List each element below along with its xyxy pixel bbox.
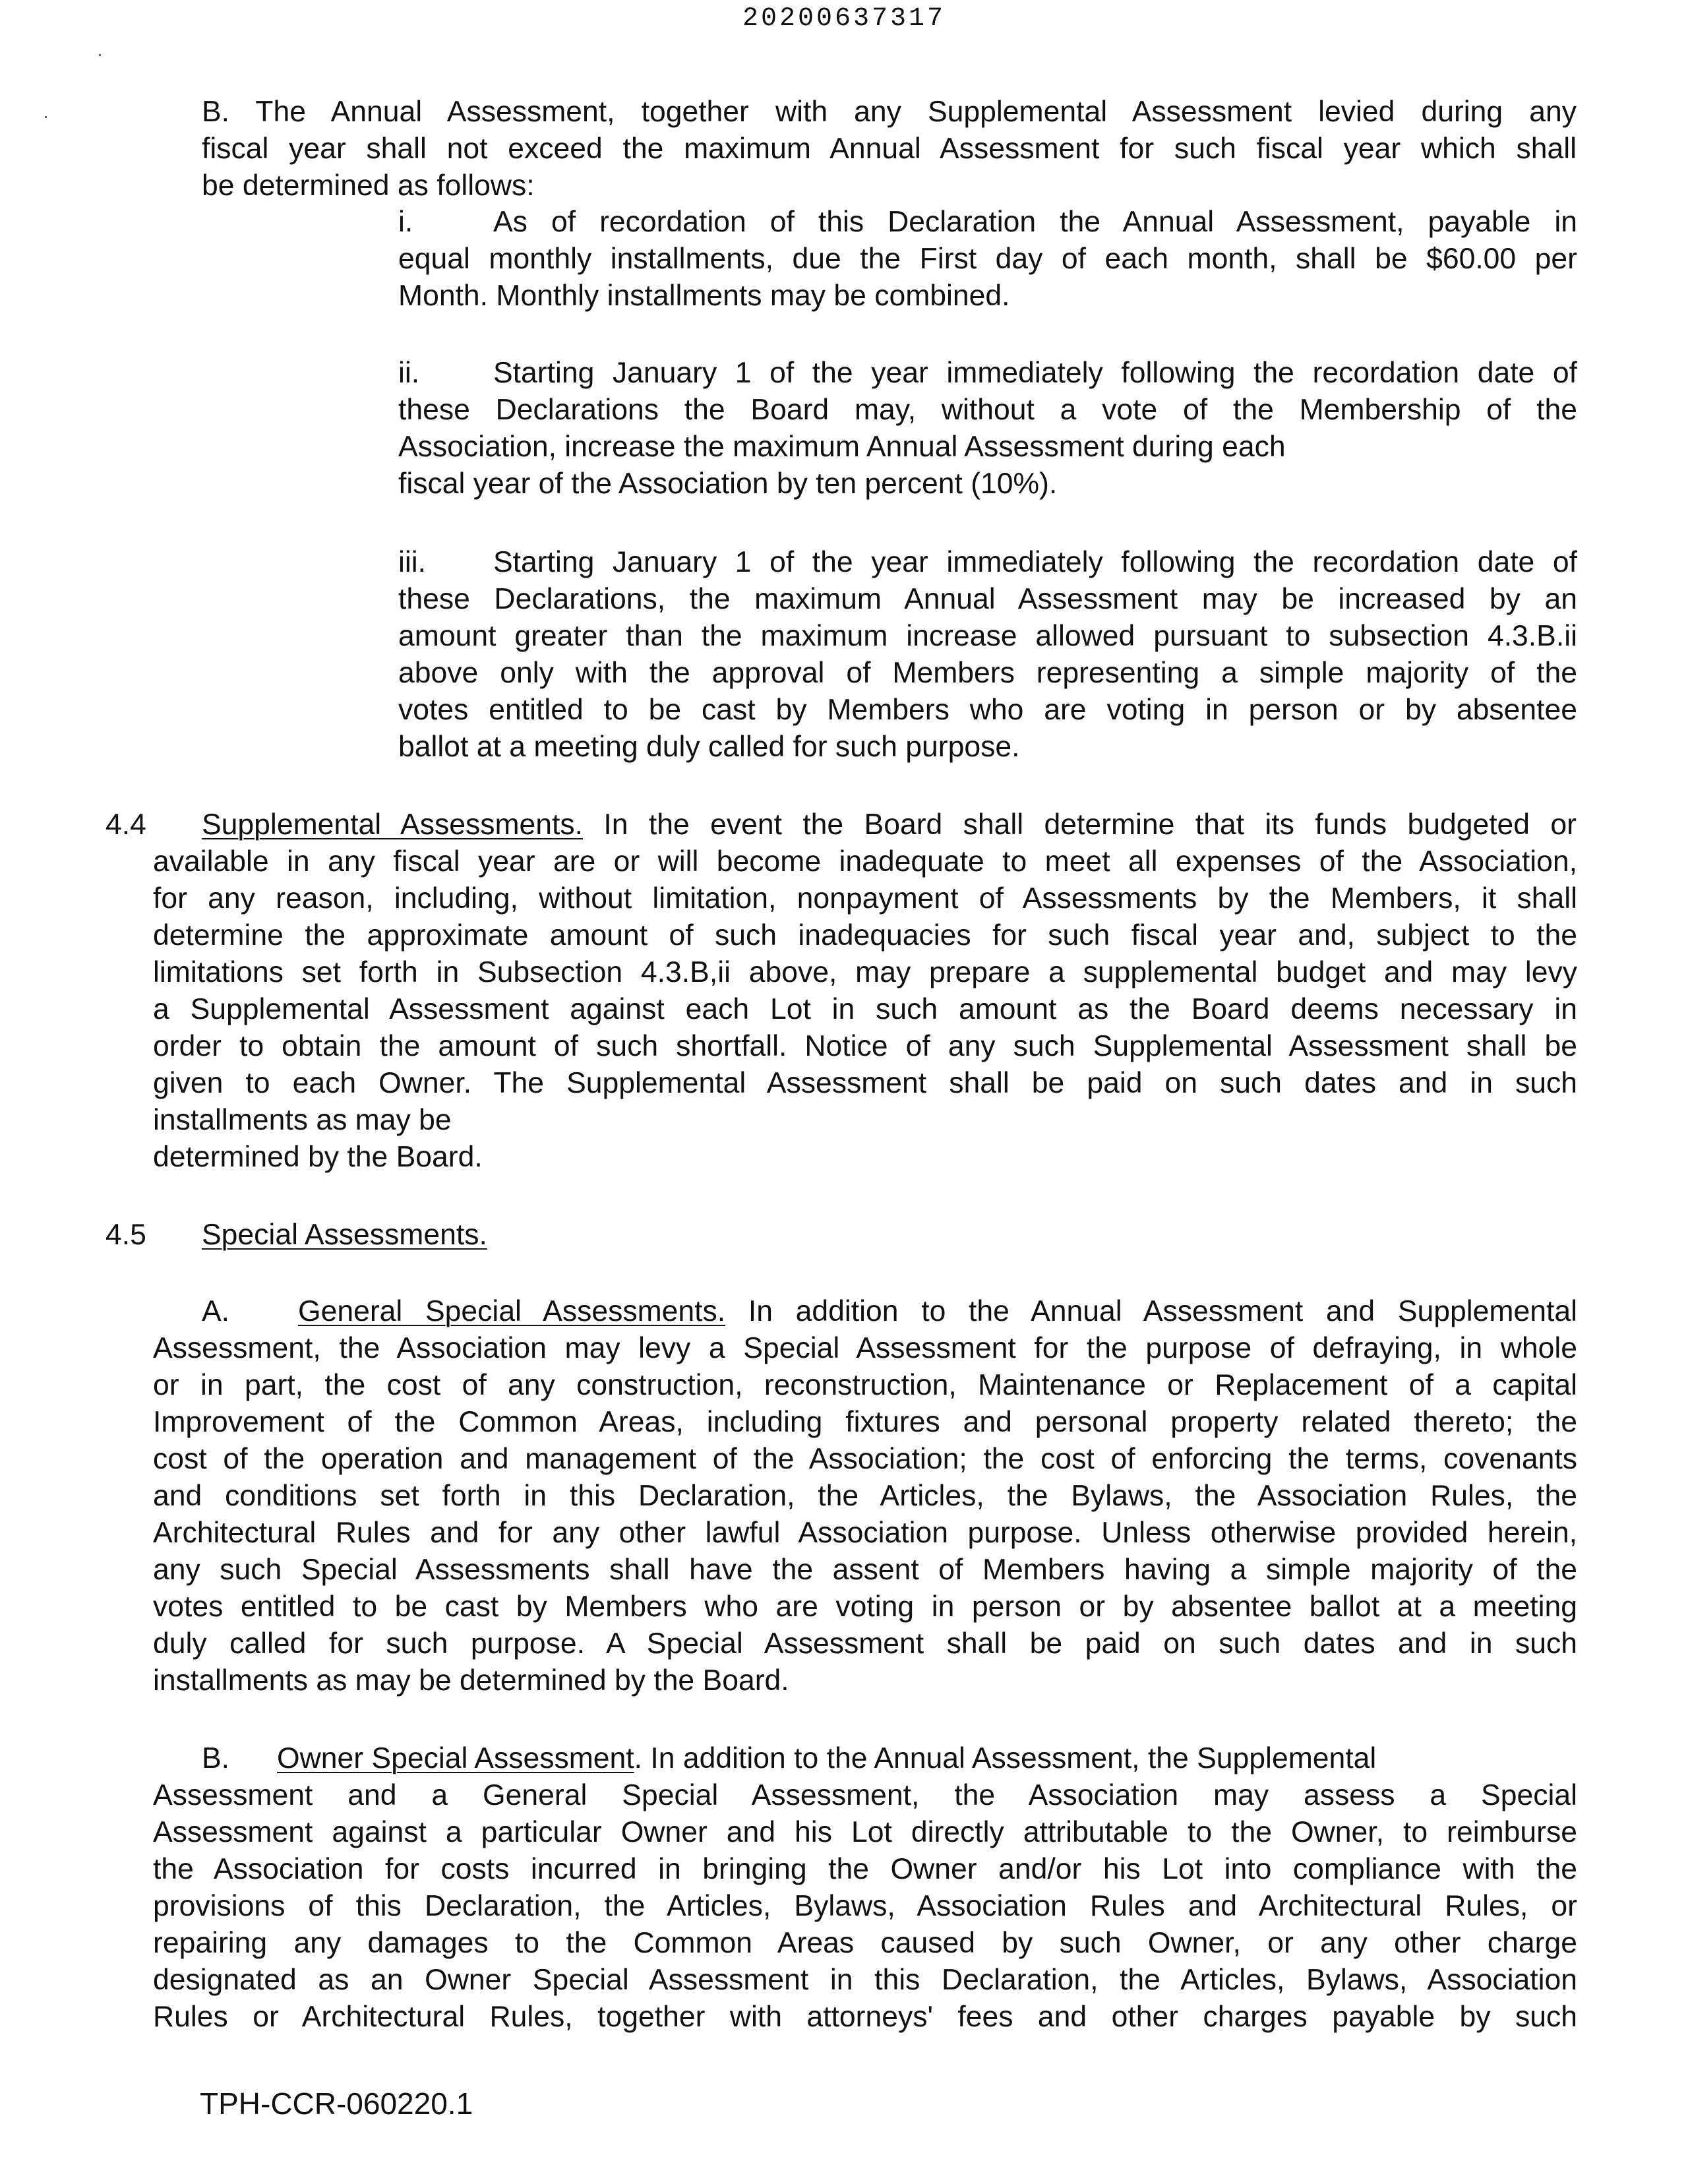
section-4-5-number: 4.5 bbox=[106, 1219, 146, 1251]
item-ii-numeral: ii. bbox=[398, 357, 420, 389]
section-4-4-line: limitations set forth in Subsection 4.3.B,ii above, may prepare a supplemental budget and may levy bbox=[153, 956, 1577, 988]
subsection-a-line: votes entitled to be cast by Members who are voting in person or by absentee ballot at a meeting bbox=[153, 1591, 1577, 1623]
subsection-b-letter: B. bbox=[202, 1742, 230, 1774]
para-b-line-1: B. The Annual Assessment, together with any Supplemental Assessment levied during any bbox=[202, 96, 1577, 128]
subsection-a-line: installments as may be determined by the Board. bbox=[153, 1664, 789, 1697]
section-4-4-line: available in any fiscal year are or will become inadequate to meet all expenses of the Association, bbox=[153, 845, 1577, 878]
section-4-4-first-line-text: In the event the Board shall determine that its funds budgeted or bbox=[603, 808, 1577, 841]
section-4-4-line: a Supplemental Assessment against each Lot in such amount as the Board deems necessary in bbox=[153, 993, 1577, 1025]
subsection-b-heading: Owner Special Assessment bbox=[277, 1742, 634, 1774]
section-4-4-number: 4.4 bbox=[106, 808, 146, 841]
section-4-4-line: for any reason, including, without limitation, nonpayment of Assessments by the Members, it shall bbox=[153, 882, 1577, 915]
item-ii-line-4: fiscal year of the Association by ten percent (10%). bbox=[398, 468, 1058, 500]
item-iii-line-4: above only with the approval of Members representing a simple majority of the bbox=[398, 657, 1577, 689]
item-i-line-3: Month. Monthly installments may be combined. bbox=[398, 280, 1010, 312]
scan-speck bbox=[45, 116, 47, 118]
subsection-b-line: Assessment and a General Special Assessment, the Association may assess a Special bbox=[153, 1779, 1577, 1811]
subsection-a-first-line-text: In addition to the Annual Assessment and Supplemental bbox=[748, 1295, 1577, 1327]
para-b-line-2: fiscal year shall not exceed the maximum Annual Assessment for such fiscal year which shall bbox=[202, 133, 1577, 165]
subsection-a-line: any such Special Assessments shall have the assent of Members having a simple majority of the bbox=[153, 1554, 1577, 1586]
item-i-numeral: i. bbox=[398, 206, 413, 238]
subsection-b-line: provisions of this Declaration, the Articles, Bylaws, Association Rules and Architectural Rules, or bbox=[153, 1890, 1577, 1922]
section-4-4-line: determine the approximate amount of such inadequacies for such fiscal year and, subject to the bbox=[153, 919, 1577, 952]
para-b-line-3: be determined as follows: bbox=[202, 169, 535, 202]
section-4-4-line: installments as may be bbox=[153, 1104, 452, 1136]
subsection-b-line: repairing any damages to the Common Areas caused by such Owner, or any other charge bbox=[153, 1927, 1577, 1959]
subsection-a-line: cost of the operation and management of the Association; the cost of enforcing the terms, covenants bbox=[153, 1443, 1577, 1475]
subsection-b-line: Rules or Architectural Rules, together with attorneys' fees and other charges payable by such bbox=[153, 2001, 1577, 2033]
item-iii-line-3: amount greater than the maximum increase allowed pursuant to subsection 4.3.B.ii bbox=[398, 620, 1577, 652]
subsection-a-line: duly called for such purpose. A Special Assessment shall be paid on such dates and in such bbox=[153, 1627, 1577, 1660]
section-4-4-line: order to obtain the amount of such shortfall. Notice of any such Supplemental Assessment shall be bbox=[153, 1030, 1577, 1062]
item-ii-line-1: Starting January 1 of the year immediately following the recordation date of bbox=[493, 357, 1577, 389]
section-4-4-heading: Supplemental Assessments. bbox=[202, 808, 584, 841]
subsection-b-first-line-text: . In addition to the Annual Assessment, the Supplemental bbox=[634, 1742, 1377, 1774]
section-4-4-line: given to each Owner. The Supplemental Assessment shall be paid on such dates and in such bbox=[153, 1067, 1577, 1099]
section-4-4-first-line bbox=[202, 806, 1577, 843]
subsection-a-line: and conditions set forth in this Declaration, the Articles, the Bylaws, the Association Rules, the bbox=[153, 1480, 1577, 1512]
subsection-b-line: the Association for costs incurred in bringing the Owner and/or his Lot into compliance with the bbox=[153, 1853, 1577, 1885]
item-iii-line-5: votes entitled to be cast by Members who are voting in person or by absentee bbox=[398, 694, 1577, 726]
item-iii-line-2: these Declarations, the maximum Annual Assessment may be increased by an bbox=[398, 583, 1577, 615]
item-iii-numeral: iii. bbox=[398, 546, 427, 578]
item-iii-line-1: Starting January 1 of the year immediately following the recordation date of bbox=[493, 546, 1577, 578]
subsection-a-line: Architectural Rules and for any other lawful Association purpose. Unless otherwise provided herein, bbox=[153, 1517, 1577, 1549]
item-ii-line-2: these Declarations the Board may, without a vote of the Membership of the bbox=[398, 394, 1577, 426]
item-iii-line-6: ballot at a meeting duly called for such purpose. bbox=[398, 731, 1020, 763]
subsection-a-line: Improvement of the Common Areas, including fixtures and personal property related thereto; the bbox=[153, 1406, 1577, 1438]
subsection-b-first-line bbox=[277, 1740, 1376, 1777]
subsection-b-line: Assessment against a particular Owner and his Lot directly attributable to the Owner, to reimburse bbox=[153, 1816, 1577, 1848]
subsection-b-line: designated as an Owner Special Assessment in this Declaration, the Articles, Bylaws, Association bbox=[153, 1964, 1577, 1996]
section-4-4-line: determined by the Board. bbox=[153, 1141, 483, 1173]
footer-document-code: TPH-CCR-060220.1 bbox=[200, 2086, 473, 2121]
subsection-a-line: or in part, the cost of any construction, reconstruction, Maintenance or Replacement of a capital bbox=[153, 1369, 1577, 1401]
subsection-a-line: Assessment, the Association may levy a Special Assessment for the purpose of defraying, in whole bbox=[153, 1332, 1577, 1364]
item-i-line-1: As of recordation of this Declaration the Annual Assessment, payable in bbox=[493, 206, 1577, 238]
item-i-line-2: equal monthly installments, due the First day of each month, shall be $60.00 per bbox=[398, 243, 1577, 275]
document-number: 20200637317 bbox=[742, 4, 946, 34]
item-ii-line-3: Association, increase the maximum Annual Assessment during each bbox=[398, 431, 1286, 463]
subsection-a-letter: A. bbox=[202, 1295, 230, 1327]
section-4-5-heading: Special Assessments. bbox=[202, 1219, 487, 1251]
scan-speck bbox=[99, 54, 101, 56]
subsection-a-first-line bbox=[298, 1293, 1577, 1330]
subsection-a-heading: General Special Assessments. bbox=[298, 1295, 726, 1327]
